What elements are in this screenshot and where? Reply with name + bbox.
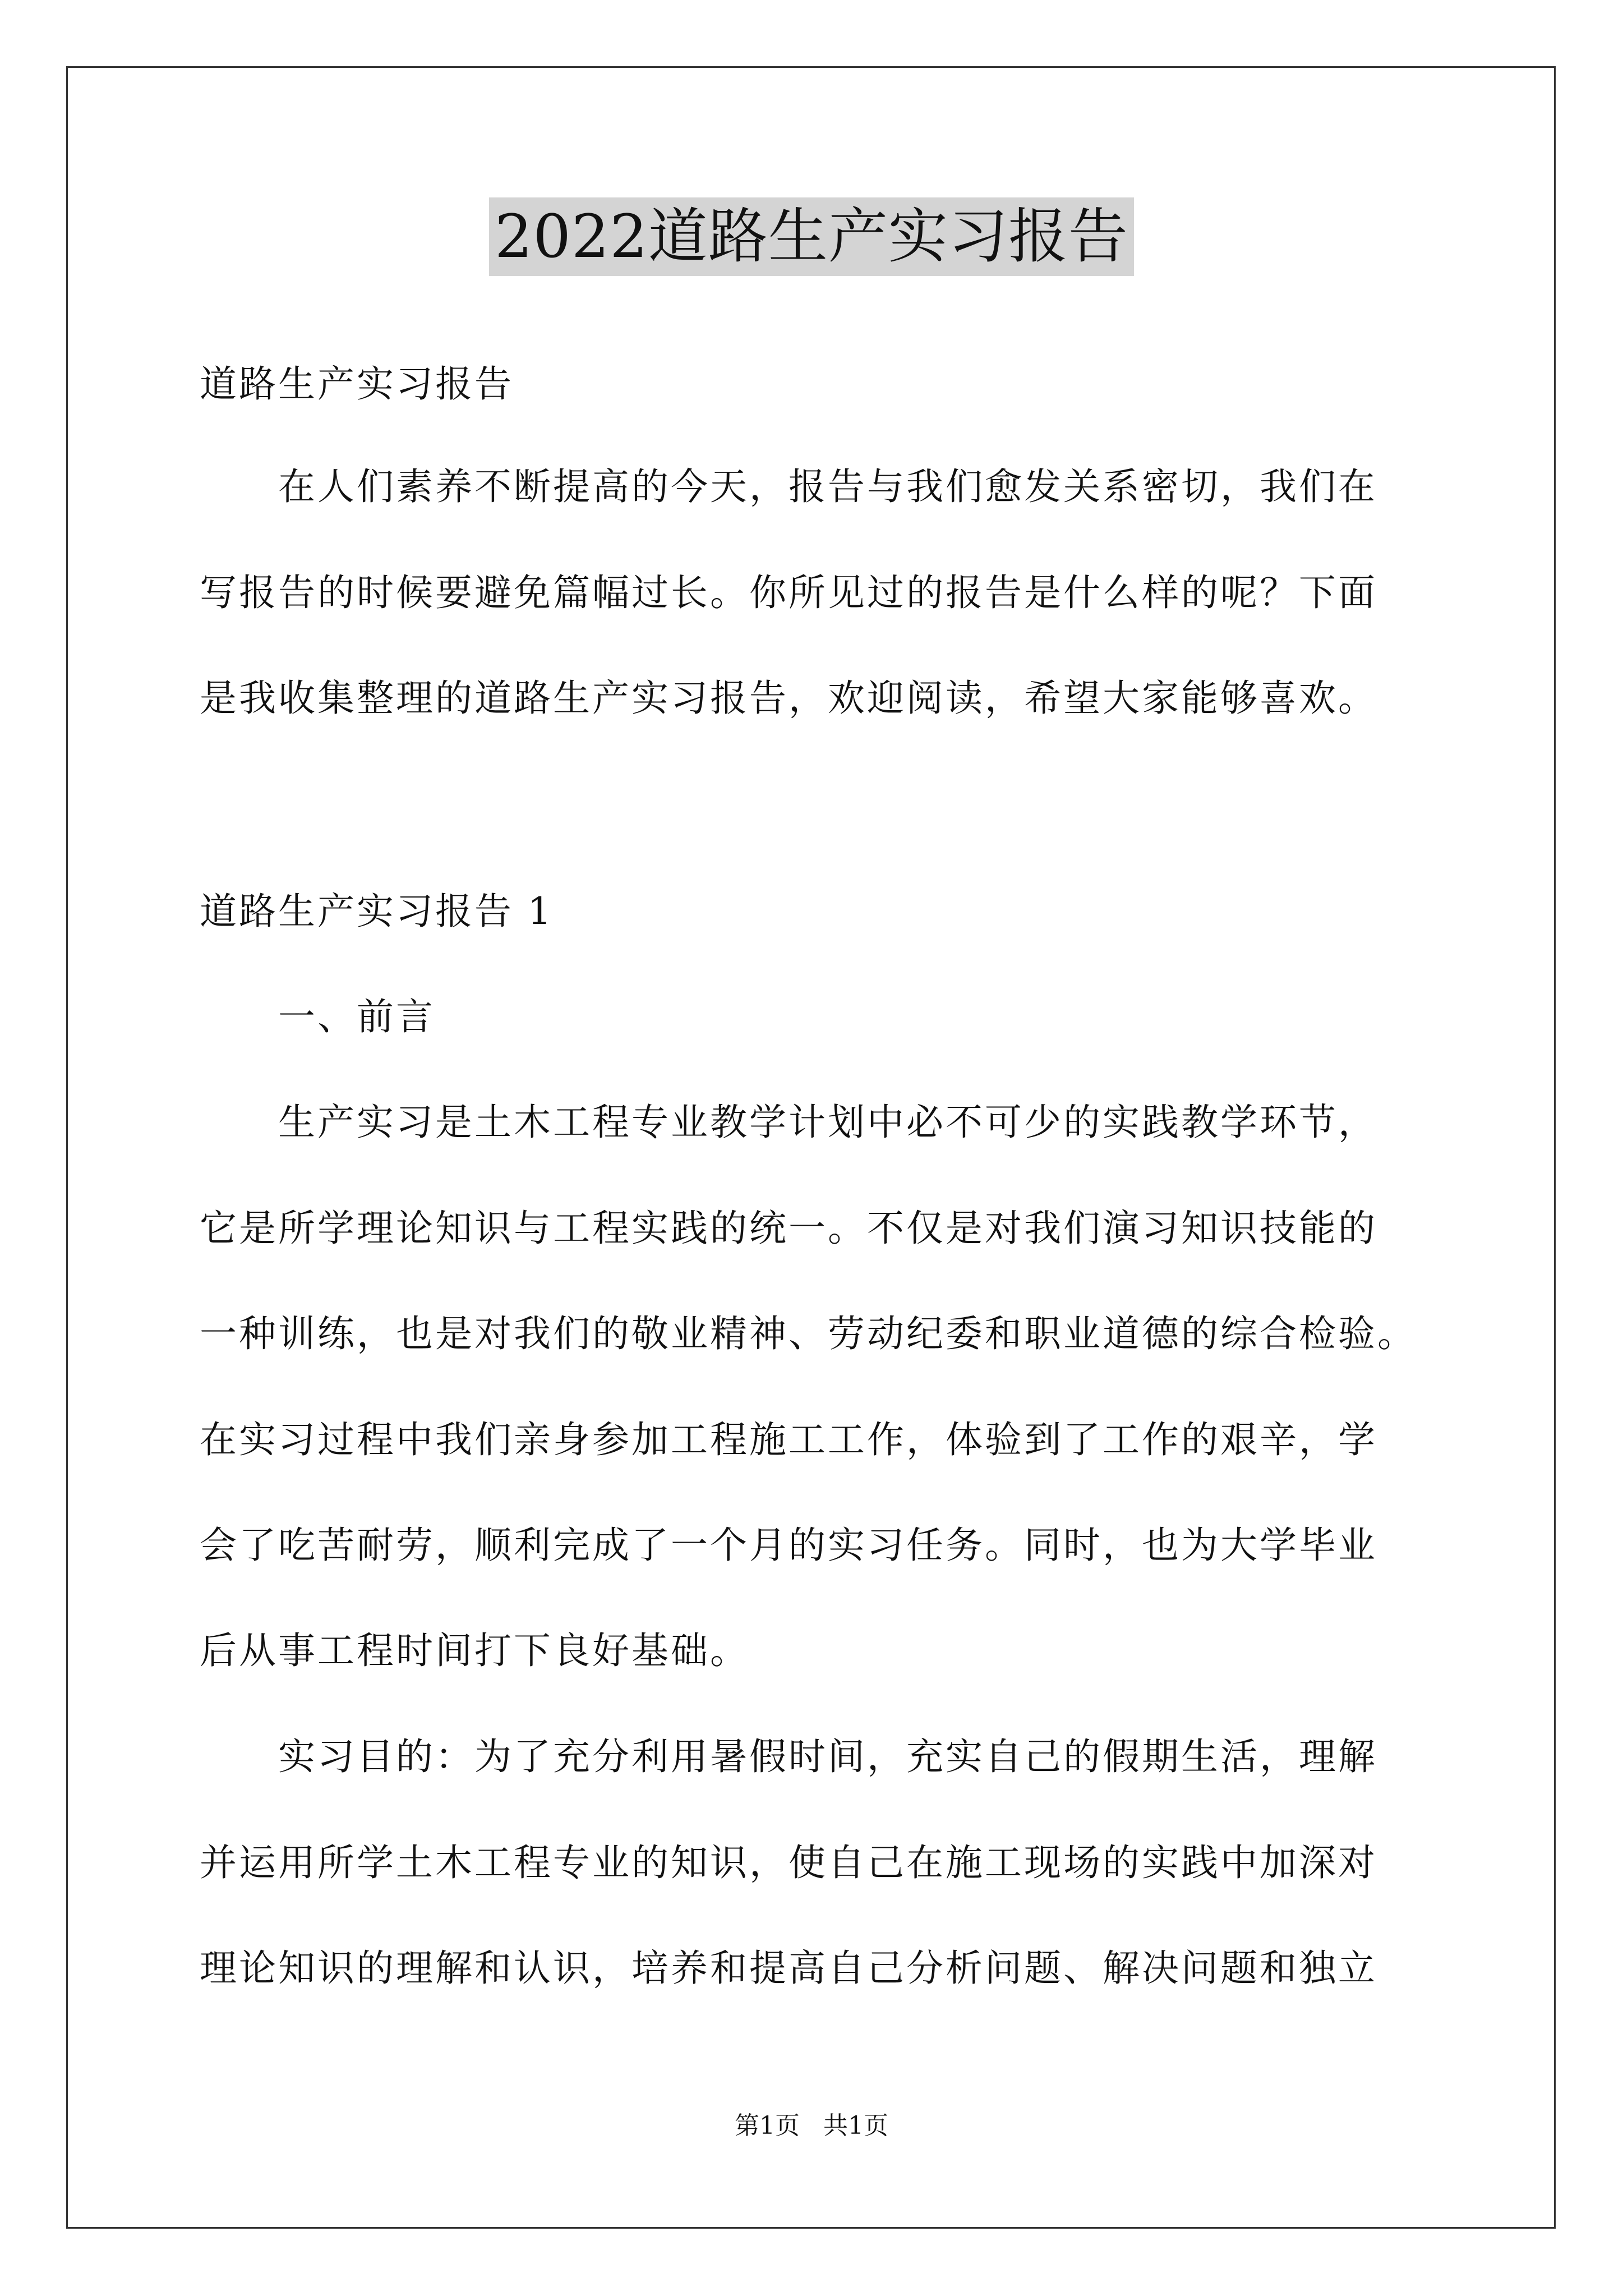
- title-wrap: [0, 197, 1623, 276]
- section-heading: 道路生产实习报告 1: [200, 890, 554, 933]
- body-line: 写报告的时候要避免篇幅过长。你所见过的报告是什么样的呢？下面: [200, 571, 1377, 614]
- page-number: 第1页: [735, 2111, 800, 2140]
- body-line: 在人们素养不断提高的今天，报告与我们愈发关系密切，我们在: [200, 465, 1377, 508]
- body-line: 实习目的：为了充分利用暑假时间，充实自己的假期生活，理解: [200, 1735, 1377, 1778]
- body-line: 它是所学理论知识与工程实践的统一。不仅是对我们演习知识技能的: [200, 1207, 1377, 1250]
- body-line: 会了吃苦耐劳，顺利完成了一个月的实习任务。同时，也为大学毕业: [200, 1524, 1377, 1567]
- section-heading: 道路生产实习报告: [200, 362, 514, 406]
- page-footer: [0, 2109, 1623, 2143]
- body-line: 在实习过程中我们亲身参加工程施工工作，体验到了工作的艰辛，学: [200, 1418, 1377, 1461]
- body-line: 生产实习是土木工程专业教学计划中必不可少的实践教学环节，: [200, 1101, 1377, 1144]
- page-total: 共1页: [823, 2111, 888, 2140]
- body-line: 并运用所学土木工程专业的知识，使自己在施工现场的实践中加深对: [200, 1841, 1377, 1884]
- body-line: 一种训练，也是对我们的敬业精神、劳动纪委和职业道德的综合检验。: [200, 1312, 1417, 1355]
- body-line: 是我收集整理的道路生产实习报告，欢迎阅读，希望大家能够喜欢。: [200, 677, 1377, 720]
- body-line: 后从事工程时间打下良好基础。: [200, 1629, 749, 1672]
- body-line: 理论知识的理解和认识，培养和提高自己分析问题、解决问题和独立: [200, 1947, 1377, 1990]
- subsection-heading: 一、前言: [200, 995, 435, 1038]
- document-title: 2022道路生产实习报告: [489, 197, 1134, 276]
